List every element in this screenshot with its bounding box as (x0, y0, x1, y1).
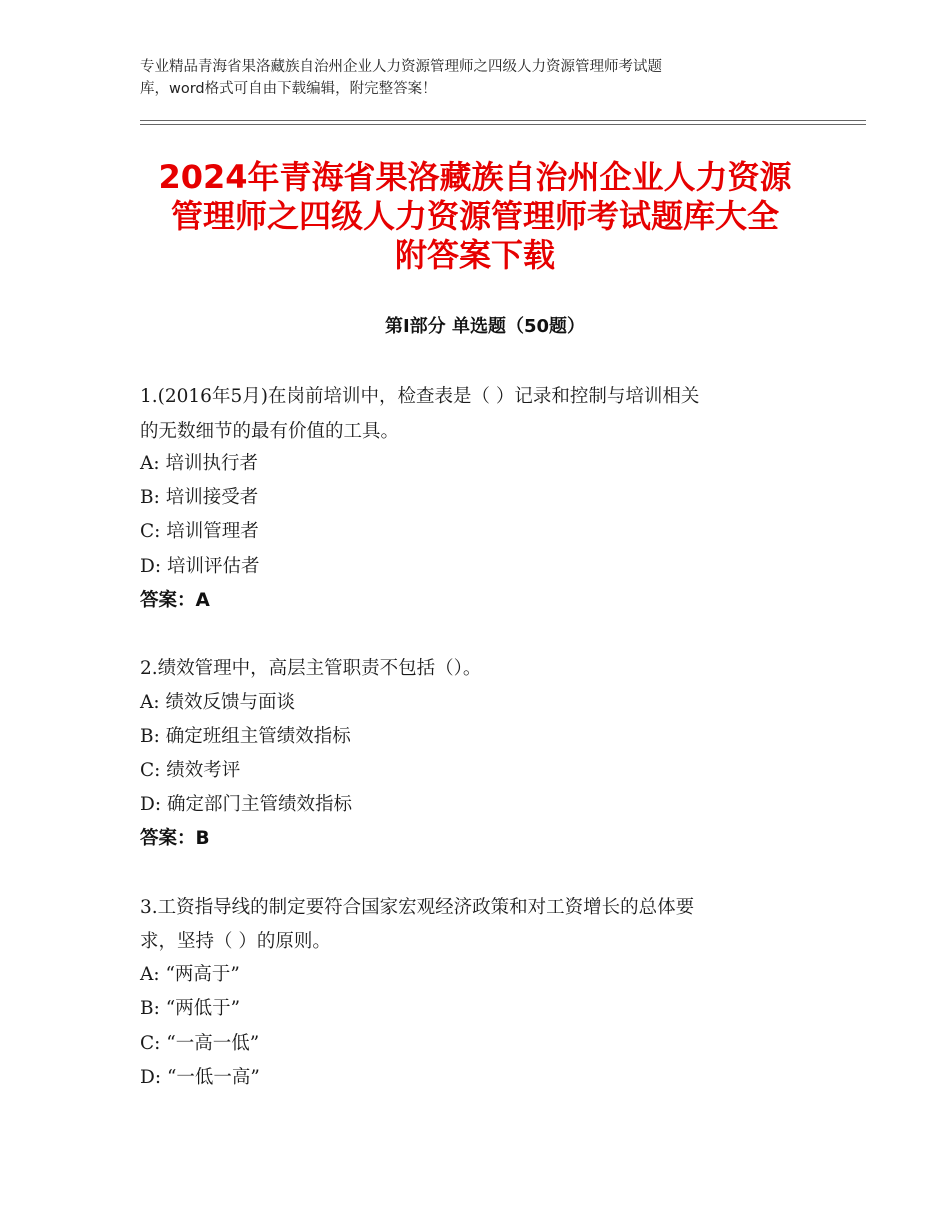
question-3-option-d: D: “一低一高” (140, 1067, 260, 1088)
question-1-option-a: A: 培训执行者 (140, 453, 258, 474)
question-3-option-b: B: “两低于” (140, 998, 241, 1019)
section-title: 第Ⅰ部分 单选题（50题） (384, 316, 585, 337)
title-line-3: 附答案下载 (394, 236, 555, 274)
question-1-answer: 答案：A (140, 590, 210, 611)
question-2-option-d: D: 确定部门主管绩效指标 (140, 794, 352, 815)
question-3-option-c: C: “一高一低” (140, 1033, 260, 1054)
question-2-option-c: C: 绩效考评 (140, 760, 241, 781)
question-3-stem-line-2: 求，坚持（ ）的原则。 (140, 931, 331, 952)
question-1-stem-line-2: 的无数细节的最有价值的工具。 (140, 421, 400, 442)
question-2-option-b: B: 确定班组主管绩效指标 (140, 726, 351, 747)
title-line-2: 管理师之四级人力资源管理师考试题库大全 (170, 197, 779, 235)
question-2-option-a: A: 绩效反馈与面谈 (140, 692, 295, 713)
header-note-line-1: 专业精品青海省果洛藏族自治州企业人力资源管理师之四级人力资源管理师考试题 (140, 59, 662, 75)
document-title (130, 158, 820, 275)
question-3-stem-line-1: 3.工资指导线的制定要符合国家宏观经济政策和对工资增长的总体要 (140, 897, 695, 918)
title-line-1: 2024年青海省果洛藏族自治州企业人力资源 (158, 158, 792, 196)
question-2-stem: 2.绩效管理中，高层主管职责不包括（）。 (140, 658, 482, 679)
question-1-option-c: C: 培训管理者 (140, 521, 259, 542)
header-divider-top (140, 120, 866, 121)
header-note-line-2: 库，word格式可自由下载编辑，附完整答案！ (140, 81, 437, 97)
question-2-answer: 答案：B (140, 828, 210, 849)
question-1-option-b: B: 培训接受者 (140, 487, 259, 508)
question-1-stem-line-1: 1.(2016年5月)在岗前培训中，检查表是（ ）记录和控制与培训相关 (140, 386, 700, 407)
header-divider-bottom (140, 124, 866, 125)
question-1-option-d: D: 培训评估者 (140, 556, 260, 577)
header-note (140, 56, 830, 100)
question-3-option-a: A: “两高于” (140, 964, 240, 985)
